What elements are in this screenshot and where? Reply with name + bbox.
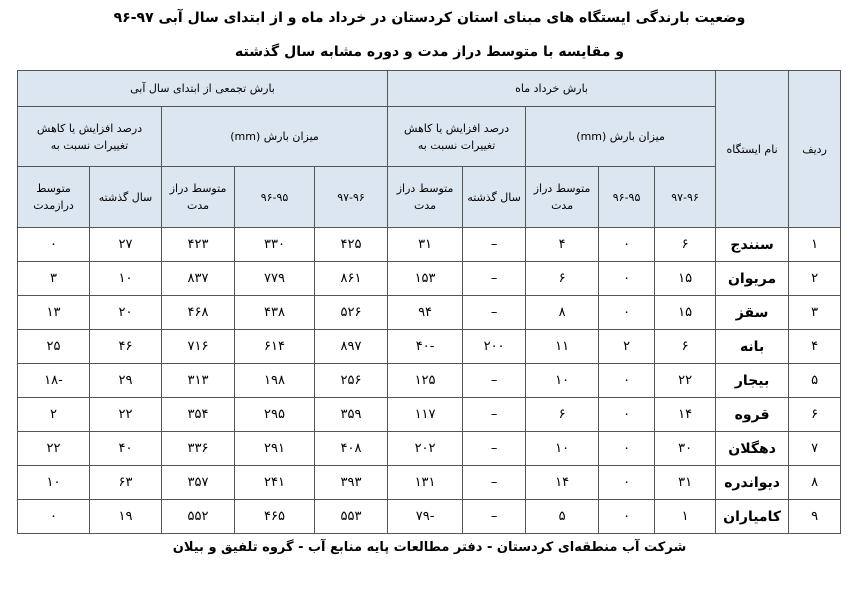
header-month-rain-mm: میزان بارش (mm): [526, 107, 716, 167]
header-cum-rain-mm: میزان بارش (mm): [162, 107, 388, 167]
cell-value: ۱۴: [655, 398, 716, 432]
cell-value: ۴۲۳: [162, 228, 235, 262]
cell-value: ۲: [18, 398, 90, 432]
row-number: ۸: [789, 466, 841, 500]
cell-value: ۱۱۷: [388, 398, 463, 432]
rainfall-table: [17, 70, 841, 534]
header-station-name: نام ایستگاه: [716, 71, 789, 228]
cell-value: ۵۵۲: [162, 500, 235, 534]
table-row: [18, 466, 841, 500]
table-row: [18, 296, 841, 330]
cell-value: ۱۹: [90, 500, 162, 534]
cell-value: ۴۶۵: [235, 500, 315, 534]
header-month-9596: ۹۶-۹۵: [599, 167, 655, 228]
table-row: [18, 398, 841, 432]
cell-value: ۳۹۳: [315, 466, 388, 500]
cell-value: ۲۷: [90, 228, 162, 262]
table-row: [18, 432, 841, 466]
cell-value: ۰: [599, 262, 655, 296]
station-name: قروه: [716, 398, 789, 432]
cell-value: ۲۹۱: [235, 432, 315, 466]
cell-value: ۱۹۸: [235, 364, 315, 398]
cell-value: ۱۱: [526, 330, 599, 364]
table-subtitle: و مقایسه با متوسط دراز مدت و دوره مشابه سال گذشته: [235, 44, 624, 60]
cell-value: –: [463, 500, 526, 534]
cell-value: ۱۰: [90, 262, 162, 296]
cell-value: ۷۷۹: [235, 262, 315, 296]
cell-value: ۲۹: [90, 364, 162, 398]
cell-value: ۳۱: [388, 228, 463, 262]
cell-value: ۳۱۳: [162, 364, 235, 398]
station-name: بیجار: [716, 364, 789, 398]
cell-value: –: [463, 432, 526, 466]
table-row: [18, 500, 841, 534]
cell-value: ۵۵۳: [315, 500, 388, 534]
cell-value: ۲۰۰: [463, 330, 526, 364]
cell-value: ۲۲: [655, 364, 716, 398]
header-cum-9697: ۹۷-۹۶: [315, 167, 388, 228]
cell-value: ۲۲: [90, 398, 162, 432]
cell-value: ۶: [526, 262, 599, 296]
header-month-percent-change: درصد افزایش یا کاهش تغییرات نسبت به: [388, 107, 526, 167]
cell-value: ۲۵۶: [315, 364, 388, 398]
cell-value: ۶: [655, 330, 716, 364]
station-name: دیواندره: [716, 466, 789, 500]
header-month-lastyear: سال گذشته: [463, 167, 526, 228]
cell-value: ۰: [599, 364, 655, 398]
cell-value: –: [463, 296, 526, 330]
cell-value: ۱۰: [526, 364, 599, 398]
header-month-longterm: متوسط دراز مدت: [526, 167, 599, 228]
cell-value: ۴۰۸: [315, 432, 388, 466]
cell-value: ۳۳۶: [162, 432, 235, 466]
cell-value: ۳۵۴: [162, 398, 235, 432]
table-row: [18, 262, 841, 296]
cell-value: ۸: [526, 296, 599, 330]
station-name: بانه: [716, 330, 789, 364]
cell-value: ۹۴: [388, 296, 463, 330]
header-month-9697: ۹۷-۹۶: [655, 167, 716, 228]
cell-value: ۲: [599, 330, 655, 364]
cell-value: ۱۵: [655, 296, 716, 330]
cell-value: ۱۴: [526, 466, 599, 500]
cell-value: –: [463, 364, 526, 398]
cell-value: ۸۹۷: [315, 330, 388, 364]
cell-value: -۱۸: [18, 364, 90, 398]
cell-value: ۰: [599, 398, 655, 432]
cell-value: ۳۰: [655, 432, 716, 466]
station-name: دهگلان: [716, 432, 789, 466]
cell-value: –: [463, 262, 526, 296]
cell-value: ۲۵: [18, 330, 90, 364]
cell-value: ۱۰: [526, 432, 599, 466]
header-month-rainfall: بارش خرداد ماه: [388, 71, 716, 107]
cell-value: ۲۹۵: [235, 398, 315, 432]
cell-value: ۲۲: [18, 432, 90, 466]
cell-value: ۳۱: [655, 466, 716, 500]
cell-value: -۴۰: [388, 330, 463, 364]
cell-value: ۰: [599, 500, 655, 534]
cell-value: ۱۲۵: [388, 364, 463, 398]
cell-value: ۶۱۴: [235, 330, 315, 364]
cell-value: ۵: [526, 500, 599, 534]
row-number: ۴: [789, 330, 841, 364]
cell-value: ۴۶۸: [162, 296, 235, 330]
cell-value: ۴۶: [90, 330, 162, 364]
station-name: سقز: [716, 296, 789, 330]
header-cum-longterm: متوسط دراز مدت: [162, 167, 235, 228]
table-row: [18, 330, 841, 364]
cell-value: ۱۰: [18, 466, 90, 500]
cell-value: ۳۵۷: [162, 466, 235, 500]
source-footer: شرکت آب منطقه‌ای کردستان - دفتر مطالعات پایه منابع آب - گروه تلفیق و بیلان: [172, 540, 687, 555]
cell-value: ۵۲۶: [315, 296, 388, 330]
cell-value: ۶۳: [90, 466, 162, 500]
station-name: کامیاران: [716, 500, 789, 534]
cell-value: ۲۰: [90, 296, 162, 330]
station-name: سنندج: [716, 228, 789, 262]
header-row-number: ردیف: [789, 71, 841, 228]
cell-value: ۰: [18, 228, 90, 262]
cell-value: –: [463, 228, 526, 262]
header-cum-longterm-pct: متوسط درازمدت: [18, 167, 90, 228]
cell-value: ۴۰: [90, 432, 162, 466]
header-cumulative-rainfall: بارش تجمعی از ابتدای سال آبی: [18, 71, 388, 107]
row-number: ۳: [789, 296, 841, 330]
cell-value: ۱۵۳: [388, 262, 463, 296]
cell-value: ۸۶۱: [315, 262, 388, 296]
station-name: مریوان: [716, 262, 789, 296]
header-cum-9596: ۹۶-۹۵: [235, 167, 315, 228]
cell-value: ۲۴۱: [235, 466, 315, 500]
cell-value: ۳۳۰: [235, 228, 315, 262]
cell-value: ۷۱۶: [162, 330, 235, 364]
cell-value: ۰: [599, 228, 655, 262]
table-title: وضعیت بارندگی ایستگاه های مبنای استان کردستان در خرداد ماه و از ابتدای سال آبی ۹۷-۹۶: [113, 10, 746, 26]
table-row: [18, 364, 841, 398]
cell-value: ۰: [599, 432, 655, 466]
row-number: ۶: [789, 398, 841, 432]
cell-value: ۱: [655, 500, 716, 534]
cell-value: ۶: [526, 398, 599, 432]
row-number: ۲: [789, 262, 841, 296]
row-number: ۵: [789, 364, 841, 398]
row-number: ۱: [789, 228, 841, 262]
cell-value: ۳: [18, 262, 90, 296]
cell-value: –: [463, 398, 526, 432]
cell-value: ۲۰۲: [388, 432, 463, 466]
cell-value: ۰: [599, 466, 655, 500]
cell-value: ۸۳۷: [162, 262, 235, 296]
cell-value: ۰: [599, 296, 655, 330]
header-cum-lastyear: سال گذشته: [90, 167, 162, 228]
cell-value: ۱۳: [18, 296, 90, 330]
cell-value: ۱۳۱: [388, 466, 463, 500]
cell-value: ۰: [18, 500, 90, 534]
cell-value: ۱۵: [655, 262, 716, 296]
row-number: ۹: [789, 500, 841, 534]
cell-value: -۷۹: [388, 500, 463, 534]
cell-value: ۴۳۸: [235, 296, 315, 330]
cell-value: –: [463, 466, 526, 500]
row-number: ۷: [789, 432, 841, 466]
header-month-longterm-pct: متوسط دراز مدت: [388, 167, 463, 228]
cell-value: ۴: [526, 228, 599, 262]
table-row: [18, 228, 841, 262]
header-cum-percent-change: درصد افزایش یا کاهش تغییرات نسبت به: [18, 107, 162, 167]
cell-value: ۶: [655, 228, 716, 262]
cell-value: ۴۲۵: [315, 228, 388, 262]
cell-value: ۳۵۹: [315, 398, 388, 432]
